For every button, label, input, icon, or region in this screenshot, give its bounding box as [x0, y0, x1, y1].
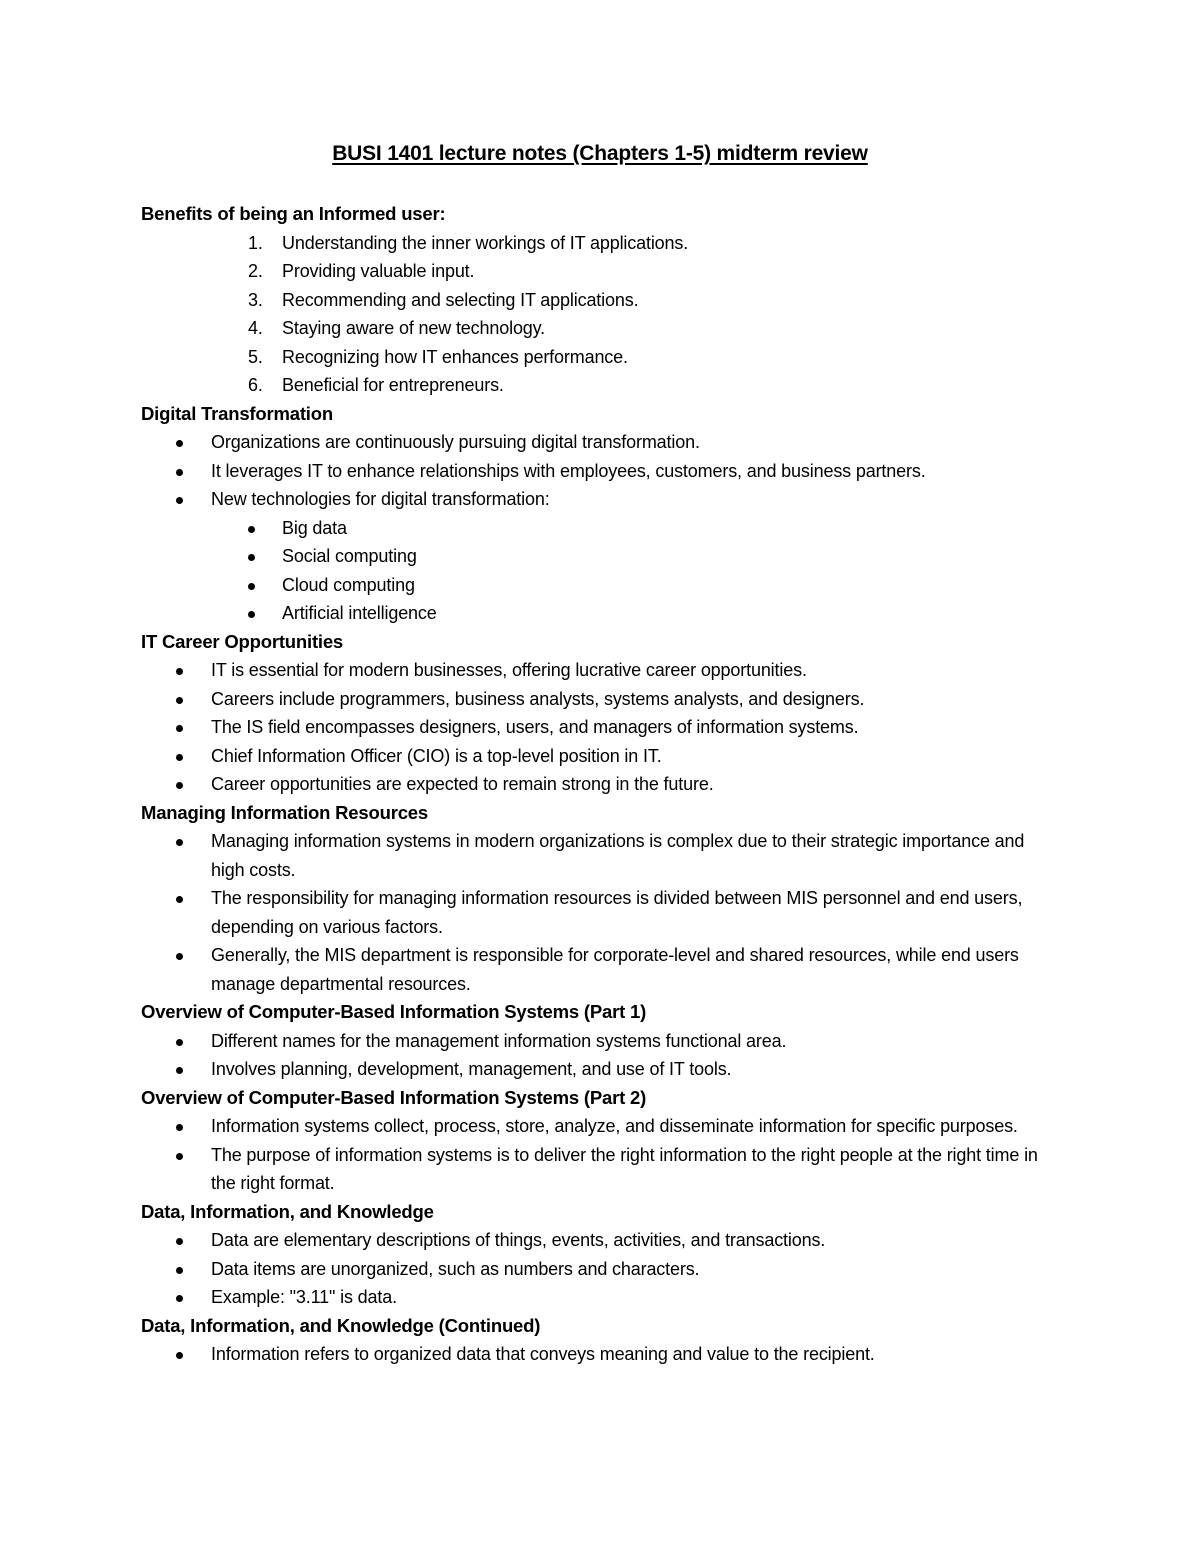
list-item	[141, 343, 1071, 372]
managing-resources-list	[141, 827, 1071, 998]
list-item	[141, 941, 1051, 998]
list-item-text: New technologies for digital transformation:	[211, 489, 550, 509]
section-heading-benefits: Benefits of being an Informed user:	[141, 203, 446, 224]
sub-list-item	[141, 542, 1071, 571]
list-item-text: Example: "3.11" is data.	[211, 1287, 397, 1307]
benefits-list	[141, 229, 1071, 400]
list-item-text: Information refers to organized data that conveys meaning and value to the recipient.	[211, 1344, 875, 1364]
list-item	[141, 229, 1071, 258]
list-item-text: Information systems collect, process, store, analyze, and disseminate information for specific purposes.	[211, 1116, 1018, 1136]
document-title: BUSI 1401 lecture notes (Chapters 1-5) midterm review	[332, 142, 868, 165]
list-item-text: Cloud computing	[282, 574, 415, 595]
list-item	[141, 1141, 1051, 1198]
list-item-text: Big data	[282, 517, 347, 538]
bullet-icon	[176, 1067, 183, 1074]
it-careers-list	[141, 656, 1071, 799]
bullet-icon	[176, 1039, 183, 1046]
section-heading-cbis-part-1: Overview of Computer-Based Information Systems (Part 1)	[141, 1001, 647, 1022]
list-item-text: Providing valuable input.	[282, 261, 475, 281]
section-heading-managing-resources: Managing Information Resources	[141, 801, 428, 823]
list-item-text: Different names for the management information systems functional area.	[211, 1030, 787, 1051]
list-item-text: Organizations are continuously pursuing digital transformation.	[211, 432, 700, 452]
list-item-text: Recognizing how IT enhances performance.	[282, 346, 628, 367]
list-number: 2.	[248, 261, 263, 281]
bullet-icon	[176, 1238, 183, 1245]
sub-list-item	[141, 599, 1071, 628]
list-number: 6.	[248, 375, 263, 395]
list-item-text: The IS field encompasses designers, users, and managers of information systems.	[211, 717, 859, 737]
list-number: 3.	[248, 289, 263, 310]
list-item-text: IT is essential for modern businesses, offering lucrative career opportunities.	[211, 660, 807, 680]
bullet-icon	[176, 896, 183, 903]
list-item	[141, 1027, 1051, 1056]
section-heading-digital-transformation: Digital Transformation	[141, 402, 333, 424]
list-number: 1.	[248, 232, 263, 253]
list-item	[141, 1340, 1051, 1369]
list-item	[141, 742, 1051, 771]
list-item-text: Staying aware of new technology.	[282, 318, 546, 338]
bullet-icon	[176, 1352, 183, 1359]
list-item	[141, 884, 1051, 941]
sub-list-item	[141, 514, 1071, 543]
list-item	[141, 1283, 1051, 1312]
list-item	[141, 685, 1051, 714]
cbis-part-1-list	[141, 1027, 1071, 1084]
document-body	[141, 200, 1071, 1369]
bullet-icon	[176, 697, 183, 704]
list-item	[141, 485, 1051, 514]
list-item	[141, 1112, 1051, 1141]
bullet-icon	[176, 1295, 183, 1302]
bullet-icon	[176, 497, 183, 504]
list-item-text: Data items are unorganized, such as numbers and characters.	[211, 1258, 700, 1279]
list-item-text: Careers include programmers, business analysts, systems analysts, and designers.	[211, 688, 865, 709]
list-item	[141, 314, 1071, 343]
bullet-icon	[248, 554, 255, 561]
list-item-text: It leverages IT to enhance relationships with employees, customers, and business partners.	[211, 460, 926, 481]
bullet-icon	[176, 440, 183, 447]
bullet-icon	[176, 668, 183, 675]
bullet-icon	[176, 782, 183, 789]
list-item	[141, 656, 1051, 685]
cbis-part-2-list	[141, 1112, 1071, 1198]
bullet-icon	[176, 953, 183, 960]
list-item-text: Chief Information Officer (CIO) is a top-level position in IT.	[211, 745, 662, 766]
list-item-text: Understanding the inner workings of IT applications.	[282, 232, 689, 253]
bullet-icon	[176, 1124, 183, 1131]
list-item-text: Generally, the MIS department is responsible for corporate-level and shared resources, while end users manage departmental resources.	[211, 945, 1019, 994]
list-item-text: The purpose of information systems is to deliver the right information to the right people at the right time in the right format.	[211, 1144, 1038, 1193]
list-item-text: Managing information systems in modern organizations is complex due to their strategic importance and high costs.	[211, 831, 1025, 880]
list-item	[141, 428, 1051, 457]
section-heading-it-careers: IT Career Opportunities	[141, 630, 344, 652]
bullet-icon	[176, 1153, 183, 1160]
list-item	[141, 827, 1051, 884]
bullet-icon	[176, 725, 183, 732]
digital-transformation-list	[141, 428, 1071, 628]
list-item-text: Recommending and selecting IT applications.	[282, 289, 639, 310]
list-item	[141, 713, 1051, 742]
list-item-text: Data are elementary descriptions of things, events, activities, and transactions.	[211, 1230, 826, 1250]
list-item-text: Beneficial for entrepreneurs.	[282, 375, 504, 395]
list-item	[141, 1055, 1051, 1084]
bullet-icon	[176, 1267, 183, 1274]
list-item	[141, 770, 1051, 799]
list-item	[141, 257, 1071, 286]
list-item	[141, 371, 1071, 400]
bullet-icon	[248, 583, 255, 590]
list-number: 4.	[248, 318, 263, 338]
list-item	[141, 457, 1051, 486]
bullet-icon	[176, 469, 183, 476]
sub-list-item	[141, 571, 1071, 600]
bullet-icon	[176, 839, 183, 846]
list-item	[141, 1226, 1051, 1255]
section-heading-dik-continued: Data, Information, and Knowledge (Continued)	[141, 1314, 541, 1336]
dik-list	[141, 1226, 1071, 1312]
list-item	[141, 1255, 1051, 1284]
section-heading-dik: Data, Information, and Knowledge	[141, 1200, 434, 1222]
list-item-text: Artificial intelligence	[282, 603, 437, 623]
list-item-text: Career opportunities are expected to remain strong in the future.	[211, 774, 714, 794]
bullet-icon	[248, 611, 255, 618]
dik-continued-list	[141, 1340, 1071, 1369]
section-heading-cbis-part-2: Overview of Computer-Based Information Systems (Part 2)	[141, 1086, 647, 1108]
list-number: 5.	[248, 346, 263, 367]
list-item-text: Involves planning, development, management, and use of IT tools.	[211, 1059, 732, 1079]
list-item	[141, 286, 1071, 315]
list-item-text: Social computing	[282, 546, 417, 566]
bullet-icon	[176, 754, 183, 761]
bullet-icon	[248, 526, 255, 533]
list-item-text: The responsibility for managing information resources is divided between MIS personnel and end users, depending on various factors.	[211, 888, 1023, 937]
